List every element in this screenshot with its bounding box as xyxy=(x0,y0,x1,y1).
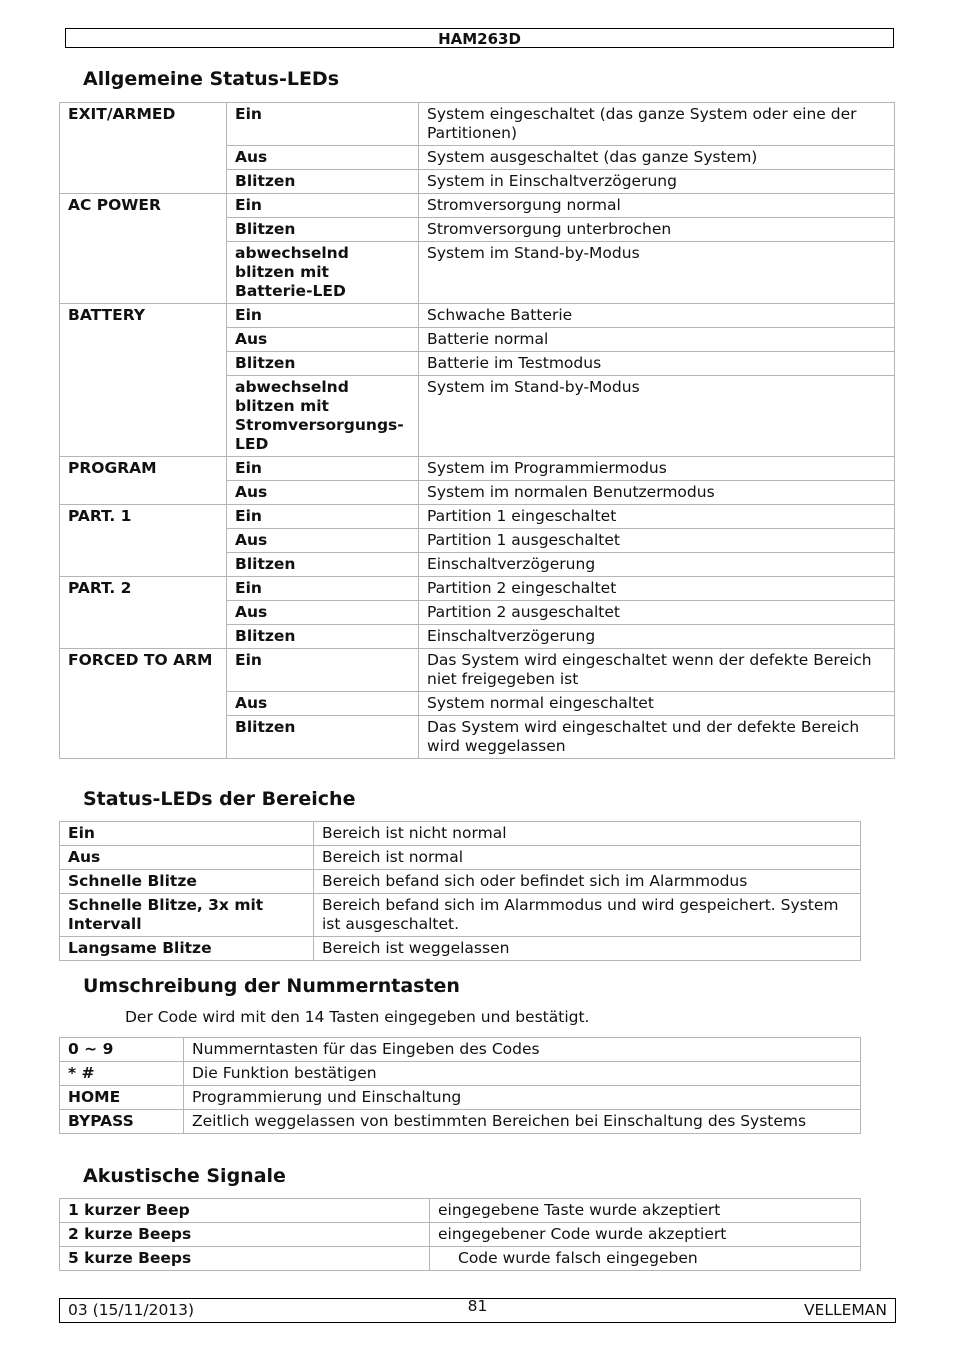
zone-led-description: Bereich befand sich im Alarmmodus und wird gespeichert. System ist ausgeschaltet. xyxy=(314,894,861,937)
table-row xyxy=(60,894,861,937)
footer-brand: VELLEMAN xyxy=(803,1301,887,1319)
led-state: Aus xyxy=(227,328,419,352)
key-name: HOME xyxy=(60,1086,184,1110)
key-name: BYPASS xyxy=(60,1110,184,1134)
zone-led-state: Langsame Blitze xyxy=(60,937,314,961)
table-row xyxy=(60,1038,861,1062)
led-description: Partition 1 ausgeschaltet xyxy=(419,529,895,553)
led-state: Ein xyxy=(227,457,419,481)
led-state: Blitzen xyxy=(227,170,419,194)
table-row xyxy=(60,1247,861,1271)
led-state: Aus xyxy=(227,146,419,170)
key-description: Die Funktion bestätigen xyxy=(184,1062,861,1086)
led-description: Stromversorgung normal xyxy=(419,194,895,218)
zone-led-state: Aus xyxy=(60,846,314,870)
led-description: System eingeschaltet (das ganze System oder eine der Partitionen) xyxy=(419,103,895,146)
led-state: Aus xyxy=(227,692,419,716)
led-name: PART. 1 xyxy=(60,505,227,577)
section-heading-number-keys: Umschreibung der Nummerntasten xyxy=(83,975,460,997)
signal-description: eingegebene Taste wurde akzeptiert xyxy=(430,1199,861,1223)
footer-version-date: 03 (15/11/2013) xyxy=(68,1301,195,1319)
led-name: PROGRAM xyxy=(60,457,227,505)
table-row xyxy=(60,103,895,146)
led-name: FORCED TO ARM xyxy=(60,649,227,759)
table-row xyxy=(60,870,861,894)
led-description: Stromversorgung unterbrochen xyxy=(419,218,895,242)
zone-led-description: Bereich befand sich oder befindet sich im Alarmmodus xyxy=(314,870,861,894)
led-state: Blitzen xyxy=(227,716,419,759)
led-state: Blitzen xyxy=(227,352,419,376)
table-row xyxy=(60,1223,861,1247)
led-state: Blitzen xyxy=(227,553,419,577)
zone-led-description: Bereich ist normal xyxy=(314,846,861,870)
key-name: * # xyxy=(60,1062,184,1086)
led-state: Aus xyxy=(227,601,419,625)
led-description: System im Programmiermodus xyxy=(419,457,895,481)
led-description: System im Stand-by-Modus xyxy=(419,242,895,304)
table-row xyxy=(60,577,895,601)
table-row xyxy=(60,1062,861,1086)
led-description: Einschaltverzögerung xyxy=(419,553,895,577)
led-name: PART. 2 xyxy=(60,577,227,649)
signal-name: 1 kurzer Beep xyxy=(60,1199,430,1223)
led-state: abwechselnd blitzen mit Stromversorgungs-LED xyxy=(227,376,419,457)
led-name: BATTERY xyxy=(60,304,227,457)
zone-led-state: Schnelle Blitze, 3x mit Intervall xyxy=(60,894,314,937)
led-name: EXIT/ARMED xyxy=(60,103,227,194)
led-description: Das System wird eingeschaltet und der defekte Bereich wird weggelassen xyxy=(419,716,895,759)
signal-description: eingegebener Code wurde akzeptiert xyxy=(430,1223,861,1247)
led-state: Aus xyxy=(227,529,419,553)
led-state: Ein xyxy=(227,577,419,601)
zone-led-description: Bereich ist weggelassen xyxy=(314,937,861,961)
footer-page-number: 81 xyxy=(467,1297,488,1315)
key-description: Nummerntasten für das Eingeben des Codes xyxy=(184,1038,861,1062)
led-description: Batterie normal xyxy=(419,328,895,352)
led-description: System ausgeschaltet (das ganze System) xyxy=(419,146,895,170)
table-row xyxy=(60,937,861,961)
led-description: Partition 1 eingeschaltet xyxy=(419,505,895,529)
section-heading-acoustic-signals: Akustische Signale xyxy=(83,1165,286,1187)
led-state: abwechselnd blitzen mit Batterie-LED xyxy=(227,242,419,304)
table-row xyxy=(60,1110,861,1134)
table-row xyxy=(60,457,895,481)
zone-led-description: Bereich ist nicht normal xyxy=(314,822,861,846)
table-row xyxy=(60,1086,861,1110)
led-description: System normal eingeschaltet xyxy=(419,692,895,716)
acoustic-signals-table xyxy=(59,1198,861,1271)
table-row xyxy=(60,846,861,870)
led-state: Ein xyxy=(227,649,419,692)
number-keys-table xyxy=(59,1037,861,1134)
signal-description: Code wurde falsch eingegeben xyxy=(430,1247,861,1271)
led-name: AC POWER xyxy=(60,194,227,304)
led-description: Partition 2 eingeschaltet xyxy=(419,577,895,601)
led-description: Das System wird eingeschaltet wenn der defekte Bereich niet freigegeben ist xyxy=(419,649,895,692)
led-description: System in Einschaltverzögerung xyxy=(419,170,895,194)
table-row xyxy=(60,649,895,692)
led-description: System im Stand-by-Modus xyxy=(419,376,895,457)
table-row xyxy=(60,194,895,218)
number-keys-intro: Der Code wird mit den 14 Tasten eingegeben und bestätigt. xyxy=(125,1008,590,1026)
table-row xyxy=(60,822,861,846)
led-state: Ein xyxy=(227,304,419,328)
zone-led-state: Ein xyxy=(60,822,314,846)
section-heading-zone-leds: Status-LEDs der Bereiche xyxy=(83,788,356,810)
key-name: 0 ~ 9 xyxy=(60,1038,184,1062)
led-description: Batterie im Testmodus xyxy=(419,352,895,376)
led-state: Blitzen xyxy=(227,218,419,242)
led-description: Schwache Batterie xyxy=(419,304,895,328)
document-footer xyxy=(59,1298,896,1323)
table-row xyxy=(60,304,895,328)
led-state: Ein xyxy=(227,194,419,218)
led-description: Einschaltverzögerung xyxy=(419,625,895,649)
key-description: Programmierung und Einschaltung xyxy=(184,1086,861,1110)
led-description: Partition 2 ausgeschaltet xyxy=(419,601,895,625)
signal-name: 5 kurze Beeps xyxy=(60,1247,430,1271)
led-state: Aus xyxy=(227,481,419,505)
table-row xyxy=(60,505,895,529)
led-state: Ein xyxy=(227,505,419,529)
key-description: Zeitlich weggelassen von bestimmten Bereichen bei Einschaltung des Systems xyxy=(184,1110,861,1134)
zone-led-state: Schnelle Blitze xyxy=(60,870,314,894)
led-state: Ein xyxy=(227,103,419,146)
led-state: Blitzen xyxy=(227,625,419,649)
signal-name: 2 kurze Beeps xyxy=(60,1223,430,1247)
table-row xyxy=(60,1199,861,1223)
zone-status-led-table xyxy=(59,821,861,961)
section-heading-general-leds: Allgemeine Status-LEDs xyxy=(83,68,339,90)
document-header: HAM263D xyxy=(65,28,894,48)
general-status-led-table xyxy=(59,102,895,759)
led-description: System im normalen Benutzermodus xyxy=(419,481,895,505)
